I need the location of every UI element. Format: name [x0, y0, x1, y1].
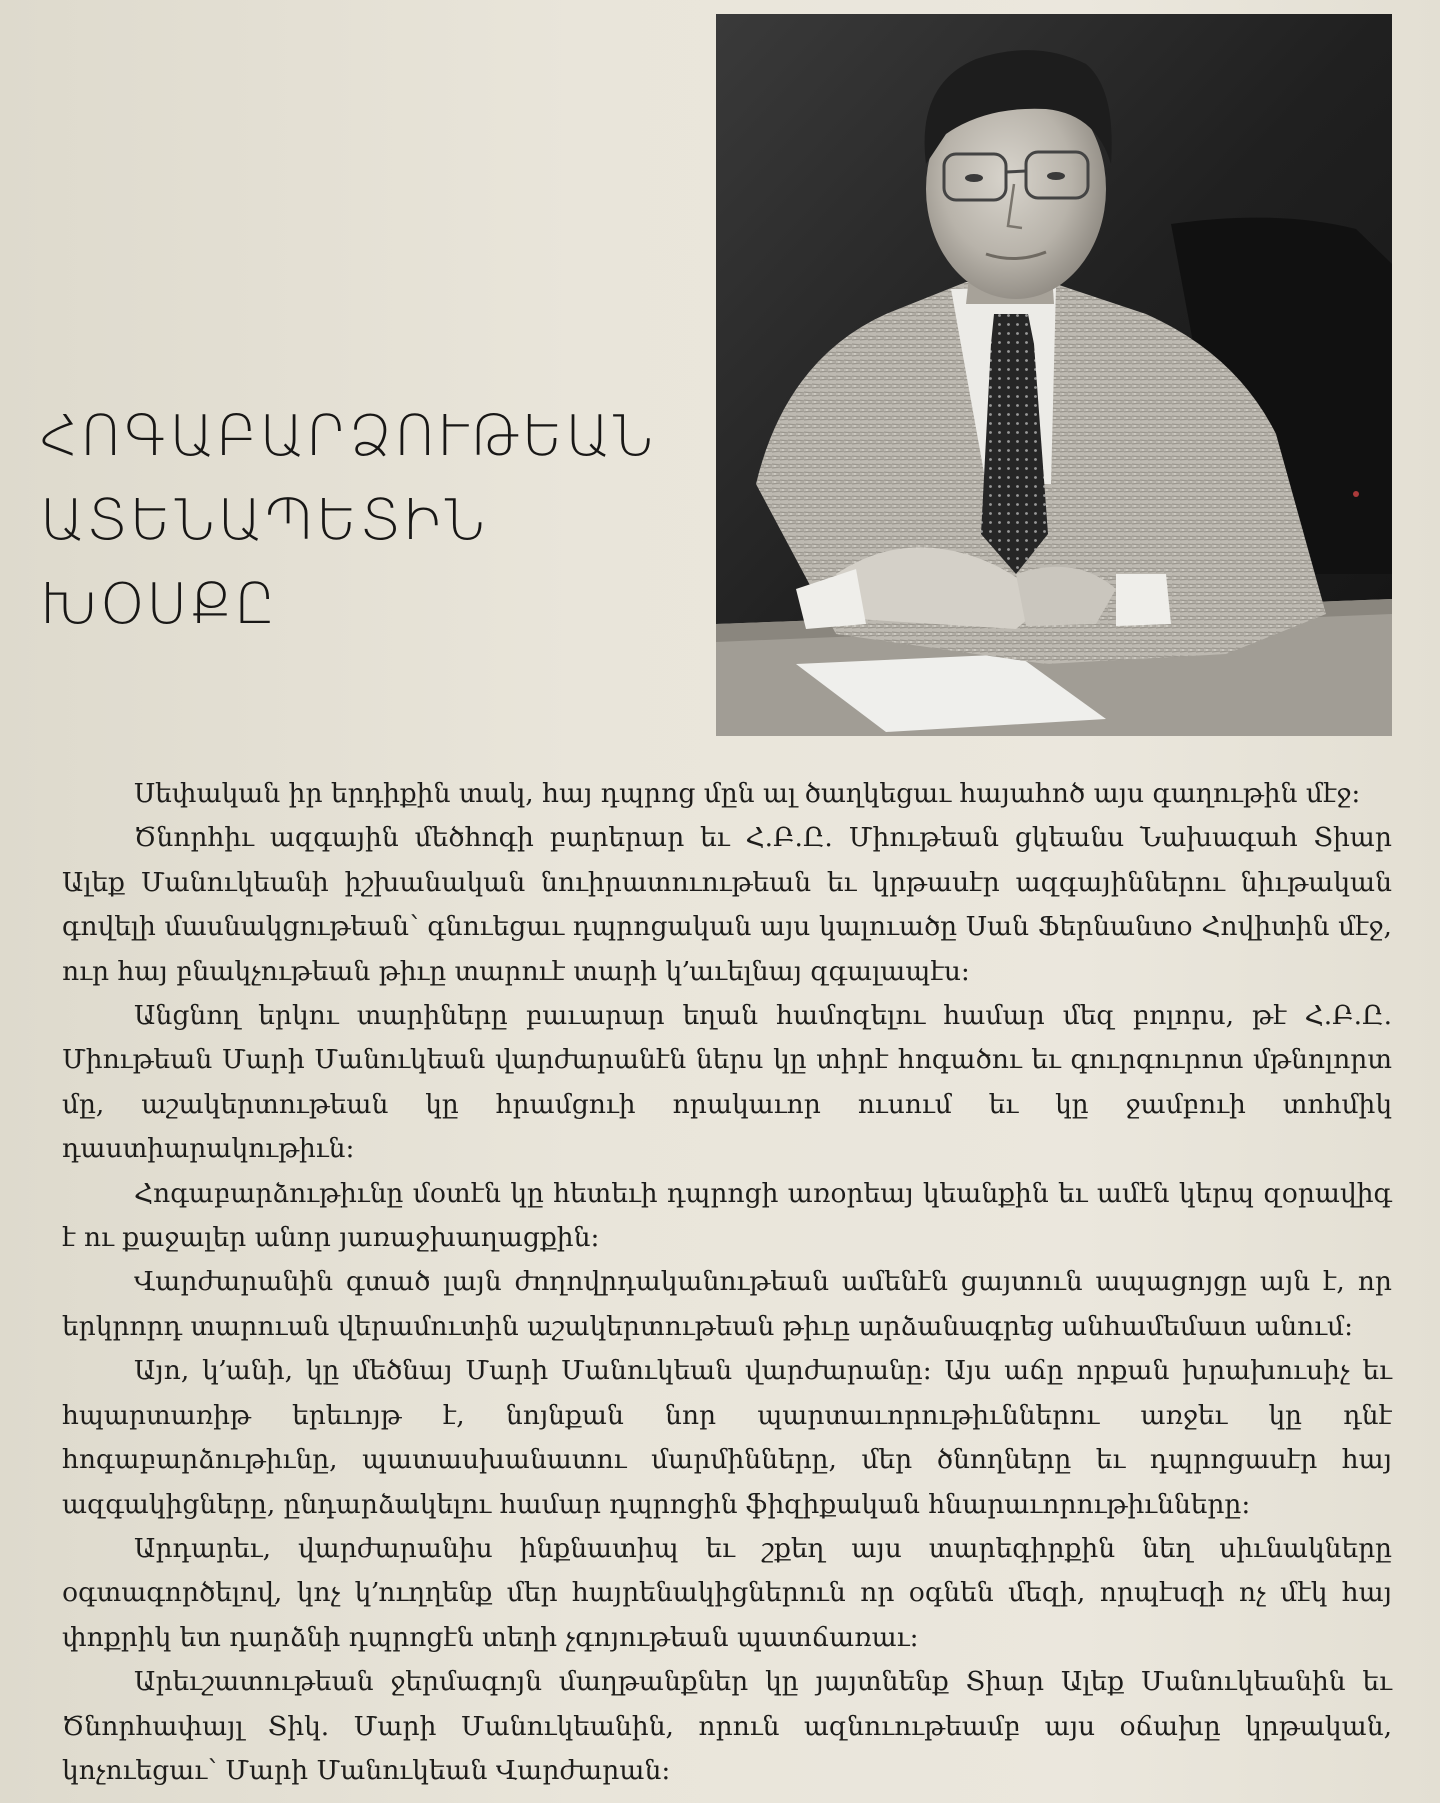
portrait-photo: [716, 14, 1392, 736]
paragraph: Այո, կ՚անի, կը մեծնայ Մարի Մանուկեան վարժարանը: Այս աճը որքան խրախուսիչ եւ հպարտառիթ երեւոյթ է, նոյնքան նոր պարտաւորութիւններու առջեւ կը դնէ հոգաբարձութիւնը, պատասխանատու մարմինները, մեր ծնողները եւ դպրոցասէր հայ ազգակիցները, ընդարձակելու համար դպրոցին ֆիզիքական հնարաւորութիւնները:: [62, 1355, 1392, 1520]
paragraph: Արեւշատութեան ջերմագոյն մաղթանքներ կը յայտնենք Տիար Ալեք Մանուկեանին եւ Ծնորհափայլ Տիկ. Մարի Մանուկեանին, որուն ազնուութեամբ այս օճախը կրթական, կոչուեցաւ՝ Մարի Մանուկեան Վարժարան:: [62, 1666, 1392, 1786]
title-line-3: ԽՕՍՔԸ: [40, 572, 278, 637]
title-line-2: ԱՏԵՆԱՊԵՏԻՆ: [40, 488, 488, 553]
paragraph: Արդարեւ, վարժարանիս ինքնատիպ եւ շքեղ այս տարեգիրքին նեղ սիւնակները օգտագործելով, կոչ կ՚ուղղենք մեր հայրենակիցներուն որ օգնեն մեզի, որպէսզի ոչ մէկ հայ փոքրիկ ետ դարձնի դպրոցէն տեղի չգոյութեան պատճառաւ:: [62, 1532, 1392, 1653]
portrait-photo-icon: [716, 14, 1392, 736]
page-title: [40, 395, 700, 647]
title-line-1: ՀՈԳԱԲԱՐՁՈՒԹԵԱՆ: [40, 404, 656, 469]
paragraph: Վարժարանին գտած լայն ժողովրդականութեան ամենէն ցայտուն ապացոյցը այն է, որ երկրորդ տարուան վերամուտին աշակերտութեան թիւը արձանագրեց անհամեմատ անում:: [62, 1266, 1392, 1342]
paragraph: Հոգաբարձութիւնը մօտէն կը հետեւի դպրոցի առօրեայ կեանքին եւ ամէն կերպ զօրավիգ է ու քաջալեր անոր յառաջխաղացքին:: [62, 1177, 1392, 1254]
paragraph: Անցնող երկու տարիները բաւարար եղան համոզելու համար մեզ բոլորս, թէ Հ.Բ.Ը. Միութեան Մարի Մանուկեան վարժարանէն ներս կը տիրէ հոգածու եւ գուրգուրոտ մթնոլորտ մը, աշակերտութեան կը հրամցուի որակաւոր ուսում եւ կը ջամբուի տոհմիկ դաստիարակութիւն:: [62, 1000, 1392, 1165]
body-text: [62, 772, 1392, 1793]
paragraph: Սեփական իր երդիքին տակ, հայ դպրոց մըն ալ ծաղկեցաւ հայահոծ այս գաղութին մէջ:: [134, 778, 1361, 809]
paragraph: Ծնորհիւ ազգային մեծհոգի բարերար եւ Հ.Բ.Ը. Միութեան ցկեանս Նախագահ Տիար Ալեք Մանուկեանի իշխանական նուիրատուութեան եւ կրթասէր ազգայիններու նիւթական գովելի մասնակցութեան՝ գնուեցաւ դպրոցական այս կալուածը Սան Ֆերնանտօ Հովիտին մէջ, ուր հայ բնակչութեան թիւը տարուէ տարի կ՚աւելնայ զգալապէս:: [62, 822, 1392, 987]
